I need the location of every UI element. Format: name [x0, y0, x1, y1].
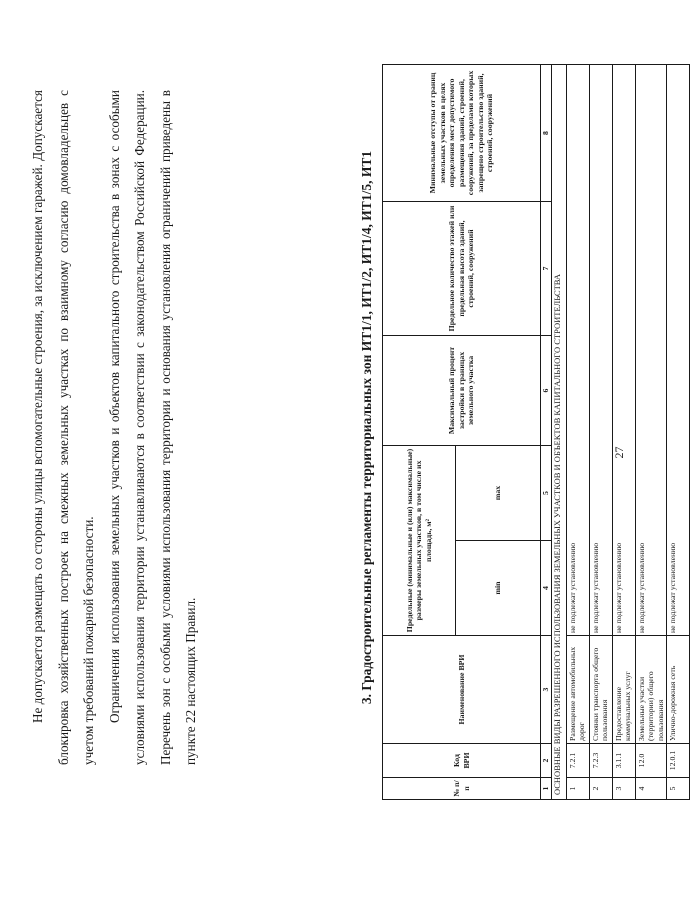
paragraph-garages: Не допускается размещать со стороны улицы вспомогательные строения, за исключением гаражей. Допускается блокировка хозяйственных построек на смежных земельных участках по взаимному согласию домовладельцев с учетом требований пожарной безопасности. [30, 90, 96, 765]
row-code: 3.1.1 [612, 744, 635, 778]
row-value: не подлежат установлению [612, 64, 635, 635]
row-name: Размещение автомобильных дорог [566, 636, 589, 744]
page-number: 27 [612, 446, 626, 459]
section-row [551, 64, 566, 799]
row-num: 4 [635, 778, 667, 800]
row-num: 3 [612, 778, 635, 800]
column-number: 6 [541, 335, 552, 445]
row-num: 2 [589, 778, 612, 800]
header-sizes: Предельные (минимальные и (или) максимальные) размеры земельных участков, в том числе их площадь, м² [383, 445, 456, 635]
row-name: Предоставление коммунальных услуг [612, 636, 635, 744]
paragraph-restrictions: Ограничения использования земельных участков и объектов капитального строительства в зонах с особыми условиями использования территории устанавливаются в соответствии с законодательством Российской Федерации. Перечень зон с особыми условиями использования территории и основания установления ограничений приведены в пункте 22 настоящих Правил. [106, 90, 198, 765]
row-name: Улично-дорожная сеть [667, 636, 690, 744]
row-num: 5 [667, 778, 690, 800]
header-max: max [456, 445, 541, 540]
section-label: ОСНОВНЫЕ ВИДЫ РАЗРЕШЕННОГО ИСПОЛЬЗОВАНИЯ ЗЕМЕЛЬНЫХ УЧАСТКОВ И ОБЪЕКТОВ КАПИТАЛЬНОГО СТРОИТЕЛЬСТВА [551, 64, 566, 799]
row-value: не подлежат установлению [635, 64, 667, 635]
row-value: не подлежат установлению [589, 64, 612, 635]
column-number: 1 [541, 778, 552, 800]
row-code: 7.2.3 [589, 744, 612, 778]
row-num: 1 [566, 778, 589, 800]
column-number: 2 [541, 744, 552, 778]
header-num: № п/п [383, 778, 541, 800]
header-floors: Предельное количество этажей или предельная высота зданий, строений, сооружений [383, 201, 541, 335]
column-number: 7 [541, 201, 552, 335]
regulations-table [382, 64, 690, 800]
column-numbers-row [541, 64, 552, 799]
column-number: 5 [541, 445, 552, 540]
header-code: Код ВРИ [383, 744, 541, 778]
table-row [635, 64, 667, 799]
header-row-top [383, 64, 456, 799]
header-percent: Максимальный процент застройки в границах земельного участка [383, 335, 541, 445]
body-text [25, 90, 204, 765]
column-number: 3 [541, 636, 552, 744]
row-value: не подлежат установлению [566, 64, 589, 635]
header-name: Наименование ВРИ [383, 636, 541, 744]
row-name: Стоянки транспорта общего пользования [589, 636, 612, 744]
section-title: 3. Градостроительные регламенты территориальных зон ИТ1/1, ИТ1/2, ИТ1/4, ИТ1/5, ИТ1 [359, 150, 374, 705]
row-code: 12.0 [635, 744, 667, 778]
table-row [589, 64, 612, 799]
column-number: 8 [541, 64, 552, 201]
header-setbacks: Минимальные отступы от границ земельных участков в целях определения мест допустимого размещения зданий, строений, сооружений, за пределами которых запрещено строительство зданий, строений, сооружений [383, 64, 541, 201]
column-number: 4 [541, 541, 552, 636]
table-row [566, 64, 589, 799]
table-row [667, 64, 690, 799]
row-code: 12.0.1 [667, 744, 690, 778]
row-name: Земельные участки (территории) общего пользования [635, 636, 667, 744]
row-code: 7.2.1 [566, 744, 589, 778]
header-min: min [456, 541, 541, 636]
row-value: не подлежат установлению [667, 64, 690, 635]
